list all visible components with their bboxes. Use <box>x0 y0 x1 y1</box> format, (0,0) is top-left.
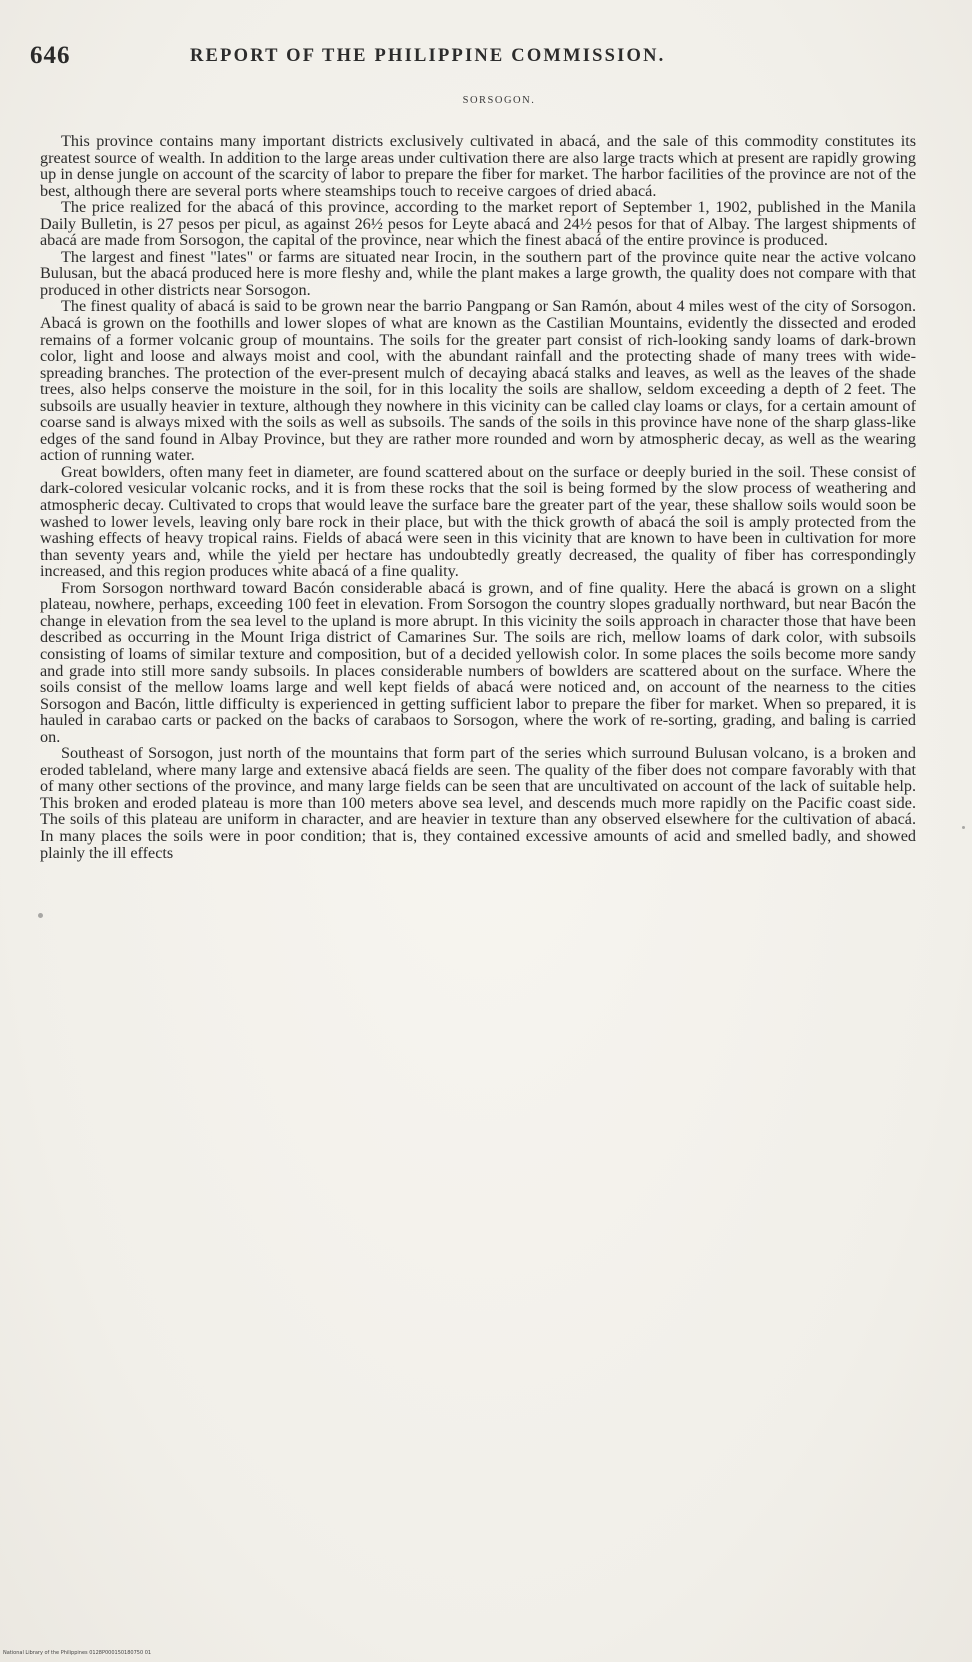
body-text <box>40 133 916 861</box>
paragraph: The finest quality of abacá is said to be grown near the barrio Pangpang or San Ramón, about 4 miles west of the city of Sorsogon. Abacá is grown on the foothills and lower slopes of what are known as the Castilian Mountains, evidently the dissected and eroded remains of a former volcanic group of mountains. The soils for the greater part consist of rich-looking sandy loams of dark-brown color, light and loose and always moist and cool, with the abundant rainfall and the protecting shade of many trees with wide-spreading branches. The protection of the ever-present mulch of decaying abacá stalks and leaves, as well as the leaves of the shade trees, also helps conserve the moisture in the soil, for in this locality the soils are shallow, seldom exceeding a depth of 2 feet. The subsoils are usually heavier in texture, although they nowhere in this vicinity can be called clay loams or clays, for a certain amount of coarse sand is always mixed with the soils as well as subsoils. The sands of the soils in this province have none of the sharp glass-like edges of the sand found in Albay Province, but they are rather more rounded and worn by atmospheric decay, as well as the wearing action of running water. <box>40 297 916 465</box>
page-header <box>30 42 910 78</box>
running-head: REPORT OF THE PHILIPPINE COMMISSION. <box>190 46 666 66</box>
ink-smudge <box>962 826 965 829</box>
paragraph: From Sorsogon northward toward Bacón considerable abacá is grown, and of fine quality. Here the abacá is grown on a slight plateau, nowhere, perhaps, exceeding 100 feet in elevation. From Sorsogon the country slopes gradually northward, but near Bacón the change in elevation from the sea level to the upland is more abrupt. In this vicinity the soils approach in character those that have been described as occurring in the Mount Iriga district of Camarines Sur. The soils are rich, mellow loams of dark color, with subsoils consisting of loams of similar texture and composition, but of a decided yellowish color. In some places the soils become more sandy and grade into still more sandy subsoils. In places considerable numbers of bowlders are scattered about on the surface. Where the soils consist of the mellow loams large and well kept fields of abacá were noticed and, on account of the nearness to the cities Sorsogon and Bacón, little difficulty is experienced in getting sufficient labor to prepare the fiber for market. When so prepared, it is hauled in carabao carts or packed on the backs of carabaos to Sorsogon, where the work of re-sorting, grading, and baling is carried on. <box>40 578 916 746</box>
page-number: 646 <box>30 42 71 69</box>
ink-smudge <box>38 913 43 918</box>
paragraph: Great bowlders, often many feet in diameter, are found scattered about on the surface or deeply buried in the soil. These consist of dark-colored vesicular volcanic rocks, and it is from these rocks that the soil is being formed by the slow process of weathering and atmospheric decay. Cultivated to crops that would leave the surface bare the greater part of the year, these shallow soils would soon be washed to lower levels, leaving only bare rock in their place, but with the thick growth of abacá the soil is amply protected from the washing effects of heavy tropical rains. Fields of abacá were seen in this vicinity that are known to have been in cultivation for more than seventy years and, while the yield per hectare has undoubtedly greatly decreased, the quality of fiber has correspondingly increased, and this region produces white abacá of a fine quality. <box>40 462 916 581</box>
scan-credit: National Library of the Philippines 0128P000150180750 01 <box>3 1650 152 1656</box>
paragraph: The largest and finest "lates" or farms are situated near Irocin, in the southern part of the province quite near the active volcano Bulusan, but the abacá produced here is more fleshy and, while the plant makes a large growth, the quality does not compare with that produced in other districts near Sorsogon. <box>40 247 916 299</box>
section-title: SORSOGON. <box>462 95 536 106</box>
paragraph: The price realized for the abacá of this province, according to the market report of September 1, 1902, published in the Manila Daily Bulletin, is 27 pesos per picul, as against 26½ pesos for Leyte abacá and 24½ pesos for that of Albay. The largest shipments of abacá are made from Sorsogon, the capital of the province, near which the finest abacá of the entire province is produced. <box>40 198 916 250</box>
paragraph: Southeast of Sorsogon, just north of the mountains that form part of the series which surround Bulusan volcano, is a broken and eroded tableland, where many large and extensive abacá fields are seen. The quality of the fiber does not compare favorably with that of many other sections of the province, and many large fields can be seen that are uncultivated on account of the lack of suitable help. This broken and eroded plateau is more than 100 meters above sea level, and descends much more rapidly on the Pacific coast side. The soils of this plateau are uniform in character, and are heavier in texture than any observed elsewhere for the cultivation of abacá. In many places the soils were in poor condition; that is, they contained excessive amounts of acid and smelled badly, and showed plainly the ill effects <box>40 744 916 862</box>
paragraph: This province contains many important districts exclusively cultivated in abacá, and the sale of this commodity constitutes its greatest source of wealth. In addition to the large areas under cultivation there are also large tracts which at present are rapidly growing up in dense jungle on account of the scarcity of labor to prepare the fiber for market. The harbor facilities of the province are not of the best, although there are several ports where steamships touch to receive cargoes of dried abacá. <box>40 132 916 200</box>
